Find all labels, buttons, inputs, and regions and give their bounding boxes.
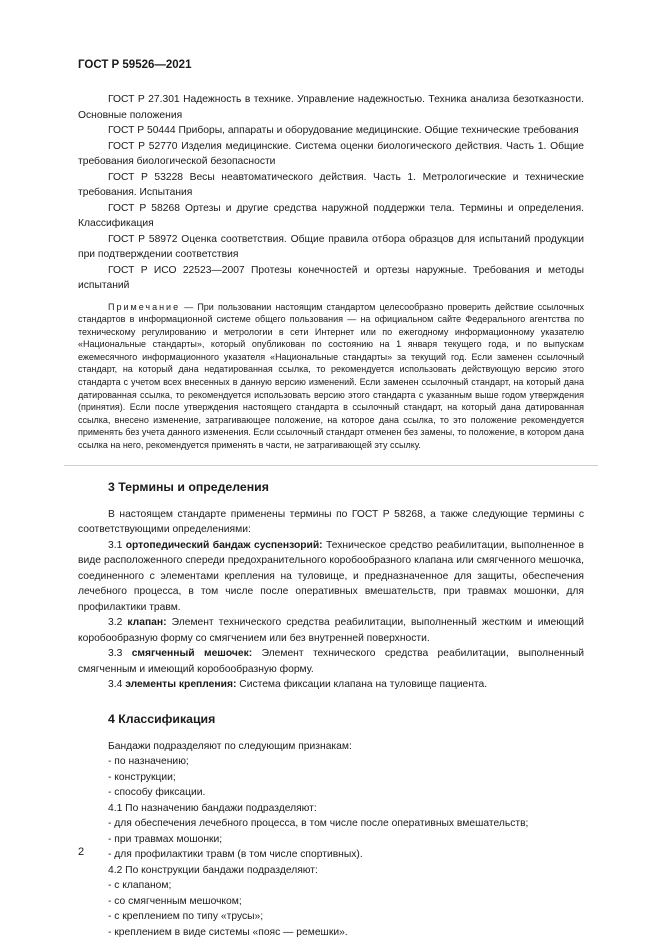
- classification-line: - со смягченным мешочком;: [108, 895, 242, 907]
- classification-line: - способу фиксации.: [108, 787, 206, 799]
- reference-item: ГОСТ Р 58268 Ортезы и другие средства наружной поддержки тела. Термины и определения. Классификация: [78, 202, 584, 229]
- note-paragraph: [78, 301, 584, 452]
- note-text: — При пользовании настоящим стандартом целесообразно проверить действие ссылочных стандартов в информационной системе общего пользования — на официальном сайте Федерального агентства по техническому регулированию и метрологии в сети Интернет или по ежегодному информационному указателю «Национальные стандарты», который опубликован по состоянию на 1 января текущего года, и по выпускам ежемесячного информационного указателя «Национальные стандарты» за текущий год. Если заменен ссылочный стандарт, на который дана недатированная ссылка, то рекомендуется использовать действующую версию этого стандарта с учетом всех внесенных в данную версию изменений. Если заменен ссылочный стандарт, на который дана датированная ссылка, то рекомендуется использовать версию этого стандарта с указанным выше годом утверждения (принятия). Если после утверждения настоящего стандарта в ссылочный стандарт, на который дана датированная ссылка, внесено изменение, затрагивающее положение, на которое дана ссылка, то это положение рекомендуется применять без учета данного изменения. Если ссылочный стандарт отменен без замены, то положение, в котором дана ссылка на него, рекомендуется применять в части, не затрагивающей эту ссылку.: [78, 301, 584, 451]
- classification-line: Бандажи подразделяют по следующим признакам:: [108, 740, 352, 752]
- classification-line: - для обеспечения лечебного процесса, в том числе после оперативных вмешательств;: [108, 818, 529, 830]
- note-label: Примечание: [108, 301, 181, 312]
- term-definition: [78, 646, 584, 677]
- section-3-title: 3 Термины и определения: [108, 479, 269, 494]
- section-divider: [64, 465, 598, 466]
- term-text: Техническое средство реабилитации, выполненное в виде расположенного спереди предохранительного коробообразного клапана или смягченного мешочка, соединенного с элементами крепления на туловище, и предназначенное для защиты, обеспечения лечебного процесса, в том числе после оперативных вмешательств, при травмах мошонки, для профилактики травм.: [78, 539, 584, 613]
- classification-line: - с клапаном;: [108, 880, 172, 892]
- term-definition: [78, 677, 584, 693]
- term-number: 3.3: [108, 648, 132, 660]
- term-number: 3.1: [108, 539, 126, 551]
- term-definition: [78, 615, 584, 646]
- term-number: 3.2: [108, 617, 128, 629]
- document-header: ГОСТ Р 59526—2021: [78, 59, 192, 71]
- term-name: ортопедический бандаж суспензорий:: [125, 539, 323, 551]
- reference-item: ГОСТ Р ИСО 22523—2007 Протезы конечностей и ортезы наружные. Требования и методы испытаний: [78, 264, 584, 291]
- page-number: 2: [78, 846, 85, 858]
- term-text: Система фиксации клапана на туловище пациента.: [236, 679, 488, 691]
- reference-item: ГОСТ Р 58972 Оценка соответствия. Общие правила отбора образцов для испытаний продукции при подтверждении соответствия: [78, 233, 584, 260]
- classification-line: 4.2 По конструкции бандажи подразделяют:: [108, 864, 318, 876]
- term-text: Элемент технического средства реабилитации, выполненный жестким и имеющий коробообразную форму со смягчением или без внутренней поверхности.: [78, 617, 584, 644]
- reference-item: ГОСТ Р 50444 Приборы, аппараты и оборудование медицинские. Общие технические требования: [108, 125, 579, 136]
- classification-line: - при травмах мошонки;: [108, 833, 223, 845]
- reference-item: ГОСТ Р 53228 Весы неавтоматического действия. Часть 1. Метрологические и технические требования. Испытания: [78, 171, 584, 198]
- classification-line: - с креплением по типу «трусы»;: [108, 911, 264, 923]
- term-definition: [78, 538, 584, 616]
- classification-line: - по назначению;: [108, 756, 189, 768]
- section-4-title: 4 Классификация: [108, 711, 216, 726]
- page-body: [78, 92, 584, 940]
- term-name: клапан:: [127, 617, 167, 629]
- reference-item: ГОСТ Р 52770 Изделия медицинские. Система оценки биологического действия. Часть 1. Общие требования биологической безопасности: [78, 140, 584, 167]
- classification-line: - для профилактики травм (в том числе спортивных).: [108, 849, 363, 861]
- classification-line: 4.1 По назначению бандажи подразделяют:: [108, 802, 317, 814]
- term-number: 3.4: [108, 679, 126, 691]
- section-3-intro: В настоящем стандарте применены термины по ГОСТ Р 58268, а также следующие термины с соответствующими определениями:: [78, 508, 584, 536]
- term-text: Элемент технического средства реабилитации, выполненный смягченным и имеющий коробообразную форму.: [78, 648, 584, 675]
- term-name: смягченный мешочек:: [131, 648, 253, 660]
- term-name: элементы крепления:: [125, 679, 237, 691]
- reference-item: ГОСТ Р 27.301 Надежность в технике. Управление надежностью. Техника анализа безотказности. Основные положения: [78, 94, 584, 121]
- classification-line: - конструкции;: [108, 771, 176, 783]
- classification-line: - креплением в виде системы «пояс — ремешки».: [108, 926, 348, 938]
